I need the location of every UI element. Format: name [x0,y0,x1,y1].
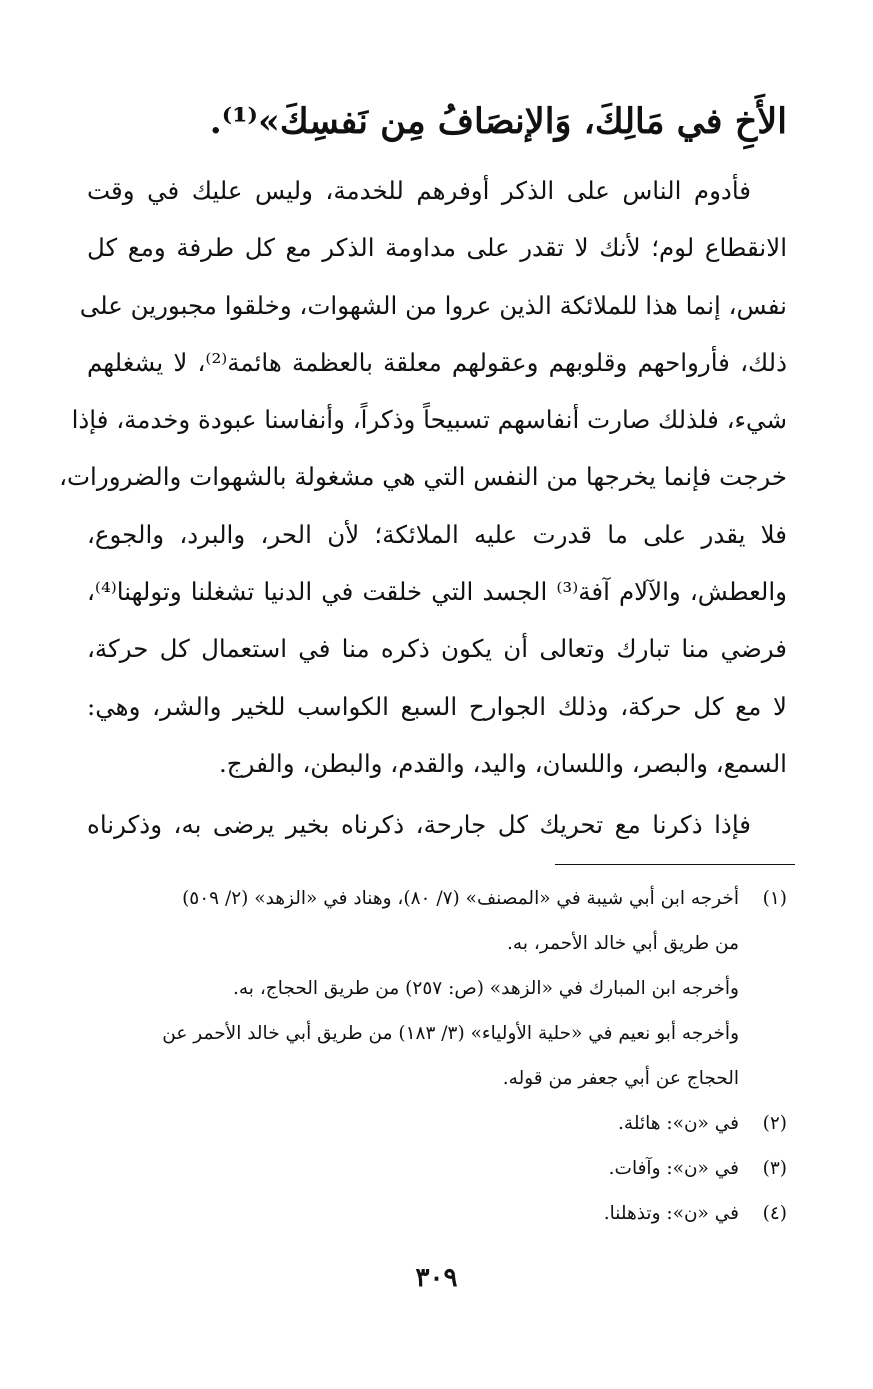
paragraph-2 [87,796,787,853]
footnote-text: في «ن»: وآفات. [608,1158,739,1179]
body-line: السمع، والبصر، واللسان، واليد، والقدم، والبطن، والفرج. [218,748,787,778]
body-line: الانقطاع لوم؛ لأنك لا تقدر على مداومة الذكر مع كل طرفة ومع كل [87,233,787,263]
footnote-number: (٣) [762,1158,787,1179]
footnote-4 [87,1191,787,1236]
body-line: ذلك، فأرواحهم وقلوبهم وعقولهم معلقة بالعظمة هائمة⁽²⁾، لا يشغلهم [87,347,787,377]
body-line: والعطش، والآلام آفة⁽³⁾ الجسد التي خلقت في الدنيا تشغلنا وتولهنا⁽⁴⁾، [87,577,787,607]
quote-ending-heading: الأَخِ في مَالِكَ، وَالإنصَافُ مِن نَفسِكَ»⁽¹⁾. [209,101,787,142]
footnote-number: (١) [762,888,787,909]
body-line: فرضي منا تبارك وتعالى أن يكون ذكره منا في استعمال كل حركة، [87,634,787,664]
page-number: ٣٠٩ [415,1263,458,1293]
footnote-number: (٢) [762,1113,787,1134]
footnote-divider [555,864,795,865]
footnote-text: في «ن»: هائلة. [618,1113,739,1134]
footnote-3 [87,1146,787,1191]
body-line: لا مع كل حركة، وذلك الجوارح السبع الكواسب للخير والشر، وهي: [87,691,787,721]
footnote-number: (٤) [762,1203,787,1224]
body-line: شيء، فلذلك صارت أنفاسهم تسبيحاً وذكراً، وأنفاسنا عبودة وخدمة، فإذا [71,405,787,435]
footnote-text: وأخرجه ابن المبارك في «الزهد» (ص: ٢٥٧) من طريق الحجاج، به. [233,978,739,999]
main-body-text [59,162,787,854]
footnote-text: أخرجه ابن أبي شيبة في «المصنف» (٧/ ٨٠)، وهناد في «الزهد» (٢/ ٥٠٩) [182,888,739,909]
body-line: فلا يقدر على ما قدرت عليه الملائكة؛ لأن الحر، والبرد، والجوع، [87,519,787,549]
body-line: نفس، إنما هذا للملائكة الذين عروا من الشهوات، وخلقوا مجبورين على [79,290,787,320]
footnote-text: من طريق أبي خالد الأحمر، به. [507,933,739,954]
footnote-text: وأخرجه أبو نعيم في «حلية الأولياء» (٣/ ١٨٣) من طريق أبي خالد الأحمر عن [162,1023,739,1044]
body-line: خرجت فإنما يخرجها من النفس التي هي مشغولة بالشهوات والضرورات، [59,462,787,492]
body-line: فأدوم الناس على الذكر أوفرهم للخدمة، وليس عليك في وقت [87,176,751,205]
body-line: فإذا ذكرنا مع تحريك كل جارحة، ذكرناه بخير يرضى به، وذكرناه [87,810,751,840]
footnote-text: الحجاج عن أبي جعفر من قوله. [502,1068,739,1089]
footnote-1-extra [87,966,787,1101]
footnotes-section [87,876,787,1236]
footnote-2 [87,1101,787,1146]
footnote-1 [87,876,787,966]
paragraph-1 [59,162,787,792]
footnote-text: في «ن»: وتذهلنا. [603,1203,739,1224]
